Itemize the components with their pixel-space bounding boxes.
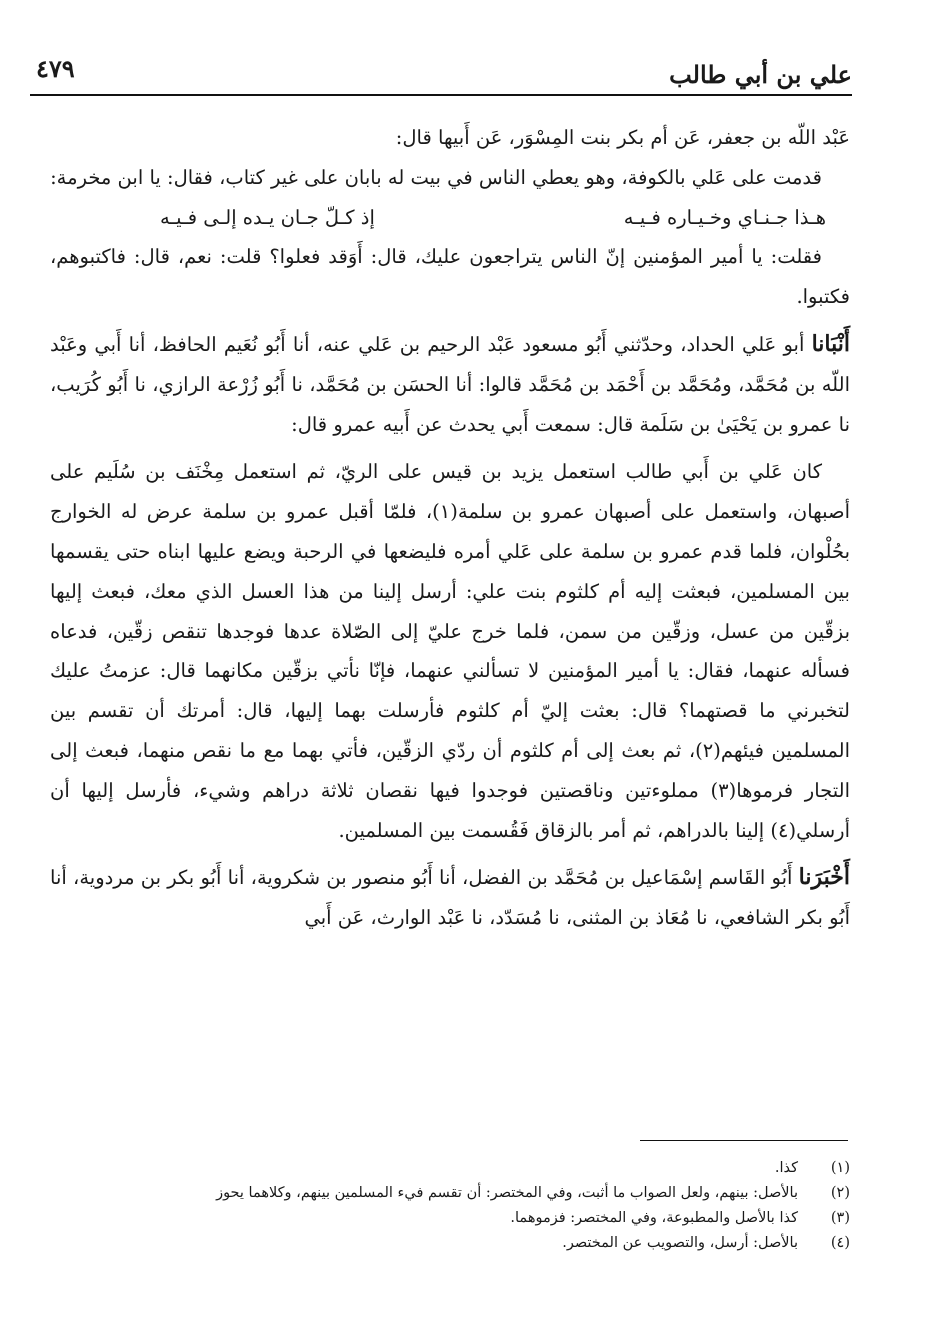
verse-line [50, 198, 850, 238]
header-rule [30, 94, 852, 96]
footnote-number: (٢) [830, 1185, 850, 1201]
paragraph-narrative: كان عَلي بن أَبي طالب استعمل يزيد بن قيس على الريّ، ثم استعمل مِخْنَف بن سُلَيم على أصبهان، واستعمل على أصبهان عمرو بن سلمة(١)، فلمّا أقبل عمرو بن سلمة عرض له الخوارج بحُلْوان، فلما قدم عمرو بن سلمة على عَلي أمره فليضعها في الرحبة ويضع عليها ابناه حتى يقسمها بين المسلمين، فبعثت إليه أم كلثوم بنت علي: أرسل إلينا من هذا العسل الذي معك، فبعث إليها بزقّين من عسل، وزقّين من سمن، فلما خرج عليّ إلى الصّلاة عدها فوجدها تنقص زقّين، فدعاه فسأله عنهما، فقال: يا أمير المؤمنين لا تسألني عنهما، فإنّا نأتي بزقّين مكانهما قال: عزمتُ عليك لتخبرني ما قصتهما؟ قال: بعثت إليّ أم كلثوم فأرسلت بهما إليها، قال: أمرتك أن تقسم بين المسلمين فيئهم(٢)، ثم بعث إلى أم كلثوم أن ردّي الزقّين، فأتي بهما مع ما نقص منهما، فبعث إلى التجار فرموها(٣) مملوءتين وناقصتين فوجدوا فيها نقصان ثلاثة دراهم وشيء، فأرسل إليها أن أرسلي(٤) إلينا بالدراهم، ثم أمر بالزقاق فَقُسمت بين المسلمين. [50, 460, 850, 842]
isnad-text: أبو عَلي الحداد، وحدّثني أَبُو مسعود عَبْد الرحيم بن عَلي عنه، أنا أَبُو نُعَيم الحافظ، أنا أَبي وعَبْد اللّه بن مُحَمَّد، ومُحَمَّد بن أَحْمَد بن مُحَمَّد قالوا: أنا الحسَن بن مُحَمَّد، نا أَبُو زُرْعة الرازي، نا أَبُو كُرَيب، نا عمرو بن يَحْيَىٰ بن سَلَمة قال: سمعت أَبي يحدث عن أَبيه عمرو قال: [50, 332, 850, 436]
footnote-text: كذا. [774, 1160, 798, 1176]
paragraph-isnad-1 [50, 325, 850, 444]
footnote-rule [640, 1140, 848, 1141]
footnote [90, 1206, 850, 1231]
footnote [90, 1181, 850, 1206]
isnad-keyword: أَخْبَرَنا [798, 864, 850, 891]
main-text [50, 118, 850, 938]
footnote-number: (٣) [830, 1210, 850, 1226]
isnad-keyword: أَنْبَانا [811, 330, 850, 357]
paragraph-chain-end: عَبْد اللّه بن جعفر، عَن أم بكر بنت المِسْوَر، عَن أَبيها قال: [395, 126, 850, 149]
paragraph-dialogue: فقلت: يا أمير المؤمنين إنّ الناس يتراجعون عليك، قال: أَوَقد فعلوا؟ قلت: نعم، قال: فاكتبوهم، فكتبوا. [50, 245, 850, 309]
footnote-number: (١) [830, 1160, 850, 1176]
footnotes [90, 1156, 850, 1256]
footnote-number: (٤) [830, 1235, 850, 1251]
footnote [90, 1231, 850, 1256]
footnote-text: كذا بالأصل والمطبوعة، وفي المختصر: فزموهما. [510, 1210, 798, 1226]
running-title: علي بن أبي طالب [669, 60, 852, 89]
page-header [30, 54, 852, 98]
paragraph-narration: قدمت على عَلي بالكوفة، وهو يعطي الناس في بيت له بابان على غير كتاب، فقال: يا ابن مخرمة: [50, 165, 822, 189]
isnad-text: أَبُو القَاسم إسْمَاعيل بن مُحَمَّد بن الفضل، أنا أَبُو منصور بن شكروية، أنا أَبُو بكر بن مردوية، أنا أَبُو بكر الشافعي، نا مُعَاذ بن المثنى، نا مُسَدّد، نا عَبْد الوارث، عَن أَبي [50, 866, 850, 930]
verse-hemistich-first: هـذا جـنـاي وخـيـاره فـيـه [623, 205, 826, 229]
footnote-text: بالأصل: بينهم، ولعل الصواب ما أثبت، وفي المختصر: أن تقسم فيء المسلمين بينهم، وكلاهما يحوز [216, 1185, 798, 1201]
verse-hemistich-second: إذ كـلّ جـان يـده إلـى فـيـه [160, 205, 375, 229]
page-number: ٤٧٩ [36, 54, 75, 83]
footnote [90, 1156, 850, 1181]
footnote-text: بالأصل: أرسل، والتصويب عن المختصر. [562, 1235, 798, 1251]
paragraph-isnad-2 [50, 858, 850, 938]
